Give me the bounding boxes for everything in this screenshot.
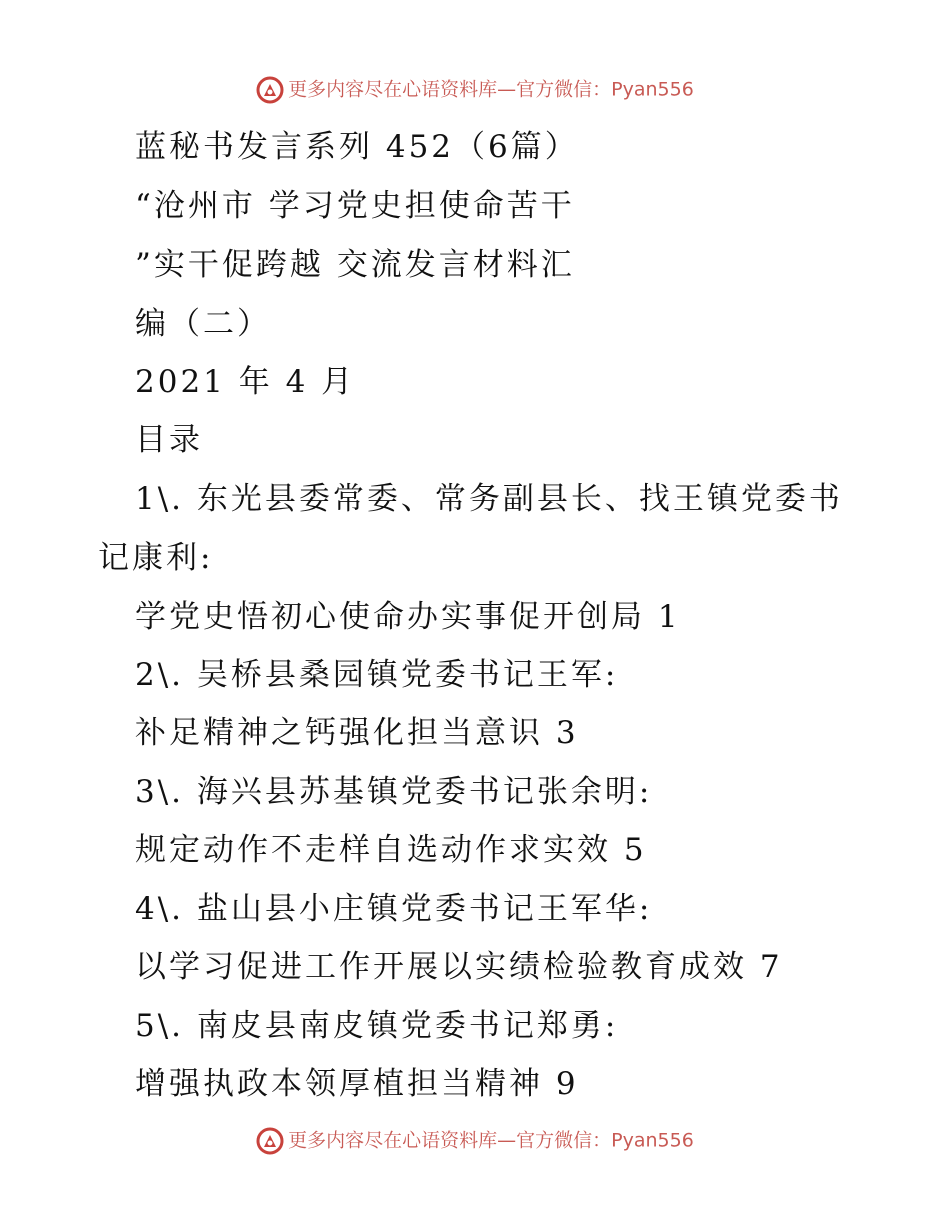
watermark-text: 更多内容尽在心语资料库—官方微信：Pyan556 bbox=[288, 78, 694, 101]
footer-watermark bbox=[0, 1125, 950, 1155]
toc-item-5-speaker: 5\. 南皮县南皮镇党委书记郑勇: bbox=[135, 1008, 619, 1044]
doc-title-line-4: 编（二） bbox=[135, 306, 271, 342]
doc-date: 2021 年 4 月 bbox=[135, 364, 356, 400]
doc-title-line-2: “沧州市 学习党史担使命苦干 bbox=[135, 188, 575, 224]
brand-logo-icon bbox=[256, 76, 284, 104]
header-watermark bbox=[0, 74, 950, 104]
doc-title-line-3: ”实干促跨越 交流发言材料汇 bbox=[135, 247, 575, 283]
toc-item-4-topic: 以学习促进工作开展以实绩检验教育成效 7 bbox=[135, 949, 783, 985]
toc-heading: 目录 bbox=[135, 422, 203, 458]
toc-item-3-topic: 规定动作不走样自选动作求实效 5 bbox=[135, 832, 647, 868]
toc-item-4-speaker: 4\. 盐山县小庄镇党委书记王军华: bbox=[135, 891, 653, 927]
toc-item-2-speaker: 2\. 吴桥县桑园镇党委书记王军: bbox=[135, 657, 619, 693]
doc-title-line-1: 蓝秘书发言系列 452（6篇） bbox=[135, 129, 579, 165]
watermark-text: 更多内容尽在心语资料库—官方微信：Pyan556 bbox=[288, 1129, 694, 1152]
toc-item-1-speaker: 1\. 东光县委常委、常务副县长、找王镇党委书 bbox=[135, 481, 843, 517]
toc-item-2-topic: 补足精神之钙强化担当意识 3 bbox=[135, 715, 579, 751]
toc-item-1-speaker-cont: 记康利: bbox=[98, 540, 214, 576]
toc-item-3-speaker: 3\. 海兴县苏基镇党委书记张余明: bbox=[135, 774, 653, 810]
toc-item-5-topic: 增强执政本领厚植担当精神 9 bbox=[135, 1066, 579, 1102]
toc-item-1-topic: 学党史悟初心使命办实事促开创局 1 bbox=[135, 599, 681, 635]
brand-logo-icon bbox=[256, 1127, 284, 1155]
